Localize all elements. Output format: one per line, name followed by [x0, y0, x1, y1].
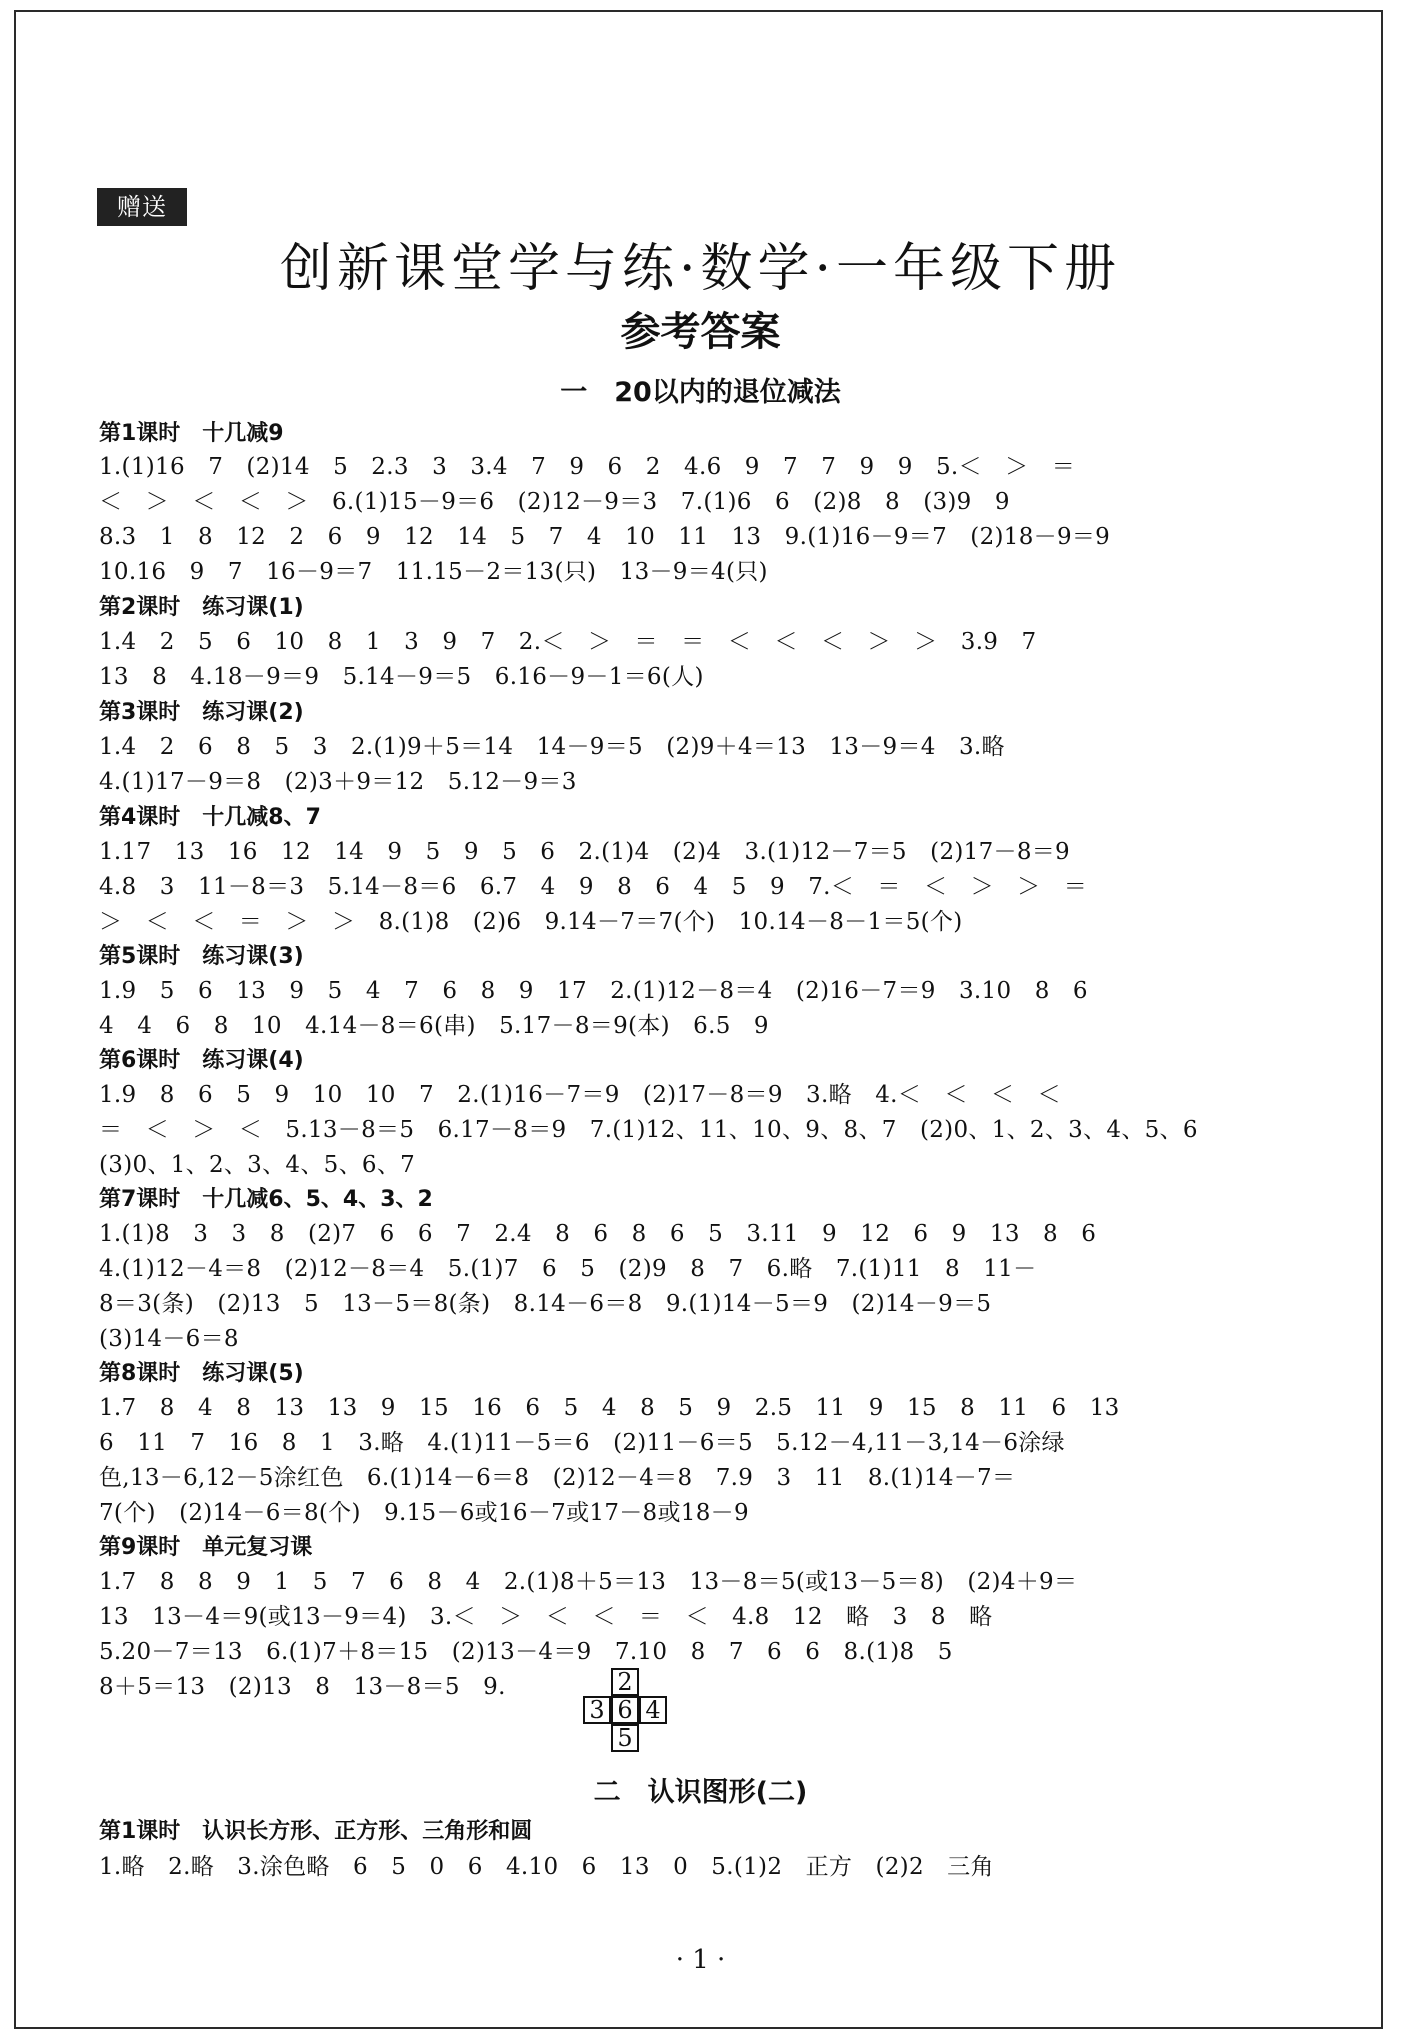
answer-line: 4 4 6 8 10 4.14－8＝6(串) 5.17－8＝9(本) 6.5 9 [99, 1013, 769, 1039]
answer-line: 8.3 1 8 12 2 6 9 12 14 5 7 4 10 11 13 9.(1)16－9＝7 (2)18－9＝9 [99, 524, 1111, 550]
unit-1-heading: 一 20以内的退位减法 [560, 377, 841, 408]
answer-line: ＝ ＜ ＞ ＜ 5.13－8＝5 6.17－8＝9 7.(1)12、11、10、9、8、7 (2)0、1、2、3、4、5、6 [99, 1117, 1198, 1143]
answer-line: 5.20－7＝13 6.(1)7＋8＝15 (2)13－4＝9 7.10 8 7 6 6 8.(1)8 5 [99, 1639, 953, 1665]
answer-line: ＞ ＜ ＜ ＝ ＞ ＞ 8.(1)8 (2)6 9.14－7＝7(个) 10.14－8－1＝5(个) [99, 909, 963, 935]
grid-cell-top: 2 [611, 1668, 639, 1696]
answer-line: 13 8 4.18－9＝9 5.14－9＝5 6.16－9－1＝6(人) [99, 664, 704, 690]
answer-line: 1.4 2 6 8 5 3 2.(1)9＋5＝14 14－9＝5 (2)9＋4＝13 13－9＝4 3.略 [99, 734, 1005, 760]
unit-2-lesson-1-title: 第1课时 认识长方形、正方形、三角形和圆 [99, 1819, 533, 1844]
answer-line: 6 11 7 16 8 1 3.略 4.(1)11－5＝6 (2)11－6＝5 5.12－4,11－3,14－6涂绿 [99, 1430, 1065, 1456]
grid-cell-bottom: 5 [611, 1724, 639, 1752]
answer-line: 1.7 8 4 8 13 13 9 15 16 6 5 4 8 5 9 2.5 11 9 15 8 11 6 13 [99, 1395, 1120, 1421]
lesson-7-title: 第7课时 十几减6、5、4、3、2 [99, 1187, 433, 1212]
answer-key-heading: 参考答案 [620, 309, 781, 355]
lesson-3-title: 第3课时 练习课(2) [99, 700, 304, 725]
answer-line: (3)0、1、2、3、4、5、6、7 [99, 1152, 416, 1178]
answer-line: 1.(1)16 7 (2)14 5 2.3 3 3.4 7 9 6 2 4.6 9 7 7 9 9 5.＜ ＞ ＝ [99, 454, 1076, 480]
lesson-8-title: 第8课时 练习课(5) [99, 1361, 304, 1386]
answer-line: 7(个) (2)14－6＝8(个) 9.15－6或16－7或17－8或18－9 [99, 1500, 749, 1526]
book-title: 创新课堂学与练·数学·一年级下册 [279, 239, 1122, 299]
lesson-4-title: 第4课时 十几减8、7 [99, 805, 321, 830]
grid-cell-left: 3 [583, 1696, 611, 1724]
unit-2-heading: 二 认识图形(二) [593, 1777, 808, 1808]
lesson-1-title: 第1课时 十几减9 [99, 421, 284, 446]
answer-line: 1.7 8 8 9 1 5 7 6 8 4 2.(1)8＋5＝13 13－8＝5(或13－5＝8) (2)4＋9＝ [99, 1569, 1078, 1595]
answer-line: ＜ ＞ ＜ ＜ ＞ 6.(1)15－9＝6 (2)12－9＝3 7.(1)6 6 (2)8 8 (3)9 9 [99, 489, 1010, 515]
answer-line: 13 13－4＝9(或13－9＝4) 3.＜ ＞ ＜ ＜ ＝ ＜ 4.8 12 略 3 8 略 [99, 1604, 993, 1630]
answer-line: 8＋5＝13 (2)13 8 13－8＝5 9. [99, 1674, 506, 1700]
answer-line: 8＝3(条) (2)13 5 13－5＝8(条) 8.14－6＝8 9.(1)14－5＝9 (2)14－9＝5 [99, 1291, 992, 1317]
answer-line: 1.9 5 6 13 9 5 4 7 6 8 9 17 2.(1)12－8＝4 (2)16－7＝9 3.10 8 6 [99, 978, 1088, 1004]
cross-number-grid [581, 1668, 671, 1758]
page-number: · 1 · [675, 1945, 726, 1975]
answer-line: 4.(1)17－9＝8 (2)3＋9＝12 5.12－9＝3 [99, 769, 577, 795]
answer-line: 4.8 3 11－8＝3 5.14－8＝6 6.7 4 9 8 6 4 5 9 7.＜ ＝ ＜ ＞ ＞ ＝ [99, 874, 1088, 900]
answer-line: 色,13－6,12－5涂红色 6.(1)14－6＝8 (2)12－4＝8 7.9 3 11 8.(1)14－7＝ [99, 1465, 1016, 1491]
gift-badge: 赠送 [97, 188, 187, 226]
answer-line: (3)14－6＝8 [99, 1326, 239, 1352]
answer-line: 1.9 8 6 5 9 10 10 7 2.(1)16－7＝9 (2)17－8＝9 3.略 4.＜ ＜ ＜ ＜ [99, 1082, 1061, 1108]
answer-line: 1.4 2 5 6 10 8 1 3 9 7 2.＜ ＞ ＝ ＝ ＜ ＜ ＜ ＞ ＞ 3.9 7 [99, 629, 1037, 655]
grid-cell-right: 4 [639, 1696, 667, 1724]
lesson-5-title: 第5课时 练习课(3) [99, 944, 304, 969]
answer-line: 4.(1)12－4＝8 (2)12－8＝4 5.(1)7 6 5 (2)9 8 7 6.略 7.(1)11 8 11－ [99, 1256, 1037, 1282]
answer-line: 1.略 2.略 3.涂色略 6 5 0 6 4.10 6 13 0 5.(1)2 正方 (2)2 三角 [99, 1854, 994, 1880]
grid-cell-center: 6 [611, 1696, 639, 1724]
answer-line: 10.16 9 7 16－9＝7 11.15－2＝13(只) 13－9＝4(只) [99, 559, 768, 585]
answer-line: 1.17 13 16 12 14 9 5 9 5 6 2.(1)4 (2)4 3.(1)12－7＝5 (2)17－8＝9 [99, 839, 1070, 865]
lesson-9-title: 第9课时 单元复习课 [99, 1535, 313, 1560]
lesson-2-title: 第2课时 练习课(1) [99, 595, 304, 620]
answer-line: 1.(1)8 3 3 8 (2)7 6 6 7 2.4 8 6 8 6 5 3.11 9 12 6 9 13 8 6 [99, 1221, 1097, 1247]
lesson-6-title: 第6课时 练习课(4) [99, 1048, 304, 1073]
